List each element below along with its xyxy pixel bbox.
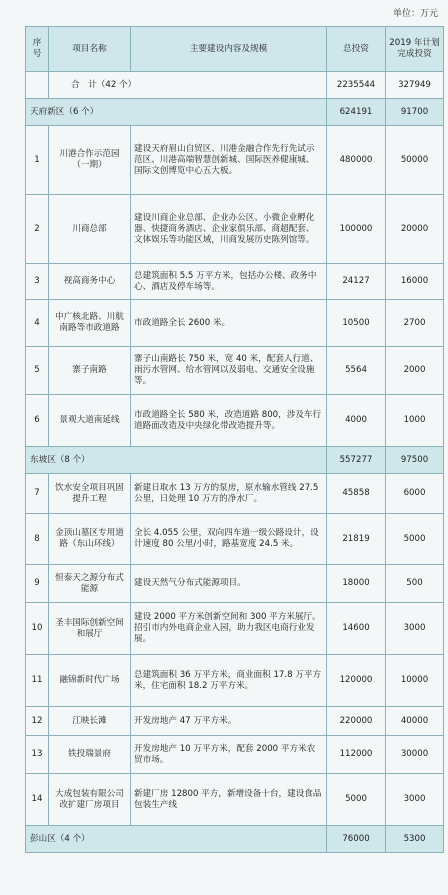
district-name: 彭山区（4 个） [26, 826, 327, 853]
project-total: 120000 [327, 655, 386, 707]
district-plan: 91700 [386, 99, 444, 126]
project-total: 112000 [327, 736, 386, 774]
table-row [26, 300, 444, 347]
project-seq: 1 [26, 126, 49, 195]
table-row [26, 395, 444, 447]
project-plan: 3000 [386, 603, 444, 655]
project-content: 新建厂房 12800 平方，新增设备十台，建设食品包装生产线 [131, 774, 327, 826]
district-total: 557277 [327, 447, 386, 474]
project-seq: 10 [26, 603, 49, 655]
district-plan: 5300 [386, 826, 444, 853]
project-total: 45858 [327, 474, 386, 514]
project-name: 饮水安全项目巩固提升工程 [49, 474, 131, 514]
project-plan: 1000 [386, 395, 444, 447]
header-seq: 序号 [26, 27, 49, 72]
project-name: 恒泰天之源分布式能源 [49, 565, 131, 603]
table-row [26, 774, 444, 826]
project-seq: 2 [26, 195, 49, 264]
project-name: 视高商务中心 [49, 264, 131, 300]
district-row [26, 826, 444, 853]
total-seq [26, 72, 49, 99]
project-name: 金顶山墓区专用道路（东山环线） [49, 514, 131, 565]
project-seq: 11 [26, 655, 49, 707]
project-name: 融锦新时代广场 [49, 655, 131, 707]
district-name: 天府新区（6 个） [26, 99, 327, 126]
table-header-row [26, 27, 444, 72]
project-name: 寨子南路 [49, 347, 131, 395]
project-plan: 50000 [386, 126, 444, 195]
project-plan: 2700 [386, 300, 444, 347]
project-name: 景观大道南延线 [49, 395, 131, 447]
project-plan: 3000 [386, 774, 444, 826]
district-row [26, 99, 444, 126]
project-total: 220000 [327, 707, 386, 736]
table-row [26, 264, 444, 300]
header-name: 项目名称 [49, 27, 131, 72]
project-content: 建设 2000 平方米创新空间和 300 平方米展厅。招引市内外电商企业入园，助力我区电商行业发展。 [131, 603, 327, 655]
project-total: 10500 [327, 300, 386, 347]
project-seq: 6 [26, 395, 49, 447]
table-row [26, 736, 444, 774]
project-name: 铁投瑞景府 [49, 736, 131, 774]
project-name: 川港合作示范园（一期） [49, 126, 131, 195]
project-content: 开发房地产 47 万平方米。 [131, 707, 327, 736]
project-name: 大成包装有限公司改扩建厂房项目 [49, 774, 131, 826]
project-content: 总建筑面积 5.5 万平方米，包括办公楼、政务中心、酒店及停车场等。 [131, 264, 327, 300]
table-row [26, 514, 444, 565]
project-plan: 30000 [386, 736, 444, 774]
header-total: 总投资 [327, 27, 386, 72]
total-plan: 327949 [386, 72, 444, 99]
project-total: 18000 [327, 565, 386, 603]
project-plan: 10000 [386, 655, 444, 707]
district-total: 76000 [327, 826, 386, 853]
project-content: 建设天然气分布式能源项目。 [131, 565, 327, 603]
project-content: 市政道路全长 2600 米。 [131, 300, 327, 347]
project-name: 川商总部 [49, 195, 131, 264]
total-row [26, 72, 444, 99]
table-row [26, 195, 444, 264]
project-seq: 13 [26, 736, 49, 774]
project-content: 全长 4.055 公里，双向四车道一级公路设计，设计速度 80 公里/小时，路基宽度 24.5 米。 [131, 514, 327, 565]
district-plan: 97500 [386, 447, 444, 474]
project-plan: 20000 [386, 195, 444, 264]
project-seq: 9 [26, 565, 49, 603]
project-seq: 7 [26, 474, 49, 514]
table-row [26, 655, 444, 707]
project-total: 480000 [327, 126, 386, 195]
project-content: 建设川商企业总部、企业办公区、小微企业孵化器、快捷商务酒店、企业家俱乐部、商超配套、文体娱乐等功能区域，川商发展历史陈列馆等。 [131, 195, 327, 264]
project-plan: 40000 [386, 707, 444, 736]
table-row [26, 565, 444, 603]
project-content: 建设天府眉山自贸区、川港金融合作先行先试示范区、川港高端智慧创新城、国际医养健康城、国际文创博览中心五大板。 [131, 126, 327, 195]
header-plan: 2019 年计划完成投资 [386, 27, 444, 72]
table-row [26, 707, 444, 736]
project-total: 21819 [327, 514, 386, 565]
unit-label: 单位：万元 [392, 9, 438, 19]
project-total: 5000 [327, 774, 386, 826]
table-row [26, 474, 444, 514]
district-row [26, 447, 444, 474]
header-content: 主要建设内容及规模 [131, 27, 327, 72]
project-seq: 8 [26, 514, 49, 565]
project-name: 圣丰国际创新空间和展厅 [49, 603, 131, 655]
project-content: 开发房地产 10 万平方米，配套 2000 平方米农贸市场。 [131, 736, 327, 774]
project-content: 寨子山南路长 750 米，宽 40 米，配套人行道、雨污水管网、给水管网以及弱电、交通安全设施等。 [131, 347, 327, 395]
project-plan: 16000 [386, 264, 444, 300]
project-plan: 5000 [386, 514, 444, 565]
total-label: 合 计（42 个） [49, 72, 327, 99]
district-total: 624191 [327, 99, 386, 126]
project-content: 新建日取水 13 万方的泵房，原水输水管线 27.5 公里，日处理 10 万方的净水厂。 [131, 474, 327, 514]
project-name: 江映长滩 [49, 707, 131, 736]
project-seq: 12 [26, 707, 49, 736]
project-seq: 4 [26, 300, 49, 347]
project-content: 市政道路全长 580 米，改造道路 800，涉及车行道路面改造及中央绿化带改造提升等。 [131, 395, 327, 447]
project-table [25, 26, 444, 853]
district-name: 东坡区（8 个） [26, 447, 327, 474]
project-seq: 5 [26, 347, 49, 395]
project-seq: 14 [26, 774, 49, 826]
project-plan: 2000 [386, 347, 444, 395]
project-plan: 500 [386, 565, 444, 603]
project-plan: 6000 [386, 474, 444, 514]
project-total: 24127 [327, 264, 386, 300]
table-row [26, 126, 444, 195]
table-row [26, 347, 444, 395]
project-seq: 3 [26, 264, 49, 300]
table-row [26, 603, 444, 655]
project-name: 中广核北路、川航南路等市政道路 [49, 300, 131, 347]
project-total: 4000 [327, 395, 386, 447]
project-content: 总建筑面积 36 万平方米，商业面积 17.8 万平方米，住宅面积 18.2 万平方米。 [131, 655, 327, 707]
project-total: 14600 [327, 603, 386, 655]
total-total: 2235544 [327, 72, 386, 99]
project-total: 100000 [327, 195, 386, 264]
project-total: 5564 [327, 347, 386, 395]
